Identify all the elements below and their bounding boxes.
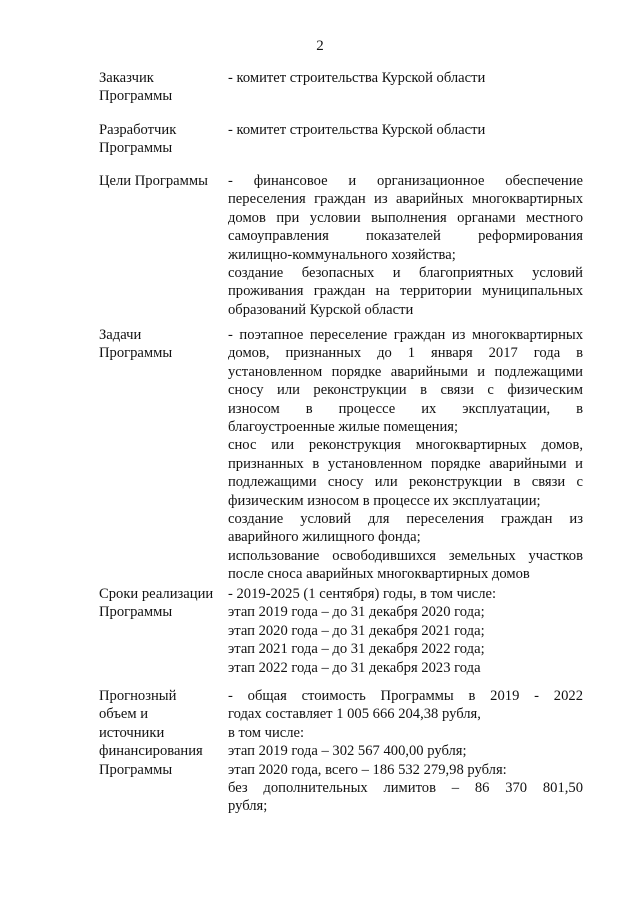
row-funding xyxy=(99,687,583,822)
text-line: установленном порядке аварийными и подлежащими xyxy=(228,363,583,380)
text-line: - общая стоимость Программы в 2019 - 2022 xyxy=(228,688,583,704)
text-line: в том числе: xyxy=(228,724,305,741)
text-line: подлежащими сносу или реконструкции в связи с xyxy=(228,474,583,491)
text-line: физическим износом в процессе их эксплуатации; xyxy=(228,492,541,509)
text-line: снос или реконструкция многоквартирных домов, xyxy=(228,437,583,454)
text-line: благоустроенные жилые помещения; xyxy=(228,418,459,435)
text-line: - поэтапное переселение граждан из многоквартирных xyxy=(228,327,583,343)
text-line: годах составляет 1 005 666 204,38 рубля, xyxy=(228,706,481,723)
text-line: признанных в установленном порядке аварийными и xyxy=(228,455,583,472)
text-line: проживания граждан на территории муниципальных xyxy=(228,283,583,300)
text-line: - комитет строительства Курской области xyxy=(228,122,486,138)
text-line: этап 2019 года – до 31 декабря 2020 года; xyxy=(228,604,485,621)
text-line: домов, признанных до 1 января 2017 года в xyxy=(228,345,583,362)
text-line: этап 2020 года, всего – 186 532 279,98 рубля: xyxy=(228,761,507,778)
text-line: создание условий для переселения граждан из xyxy=(228,510,583,527)
text-line: - комитет строительства Курской области xyxy=(228,70,486,86)
row-label: Разработчик Программы xyxy=(99,122,177,157)
text-line: аварийного жилищного фонда; xyxy=(228,529,421,546)
row-content xyxy=(228,326,583,583)
text-line: - финансовое и организационное обеспечение xyxy=(228,173,583,189)
text-line: рубля; xyxy=(228,798,268,815)
row-content xyxy=(228,69,583,87)
row-label: Цели Программы xyxy=(99,173,208,189)
text-line: износом в процессе их эксплуатации, в xyxy=(228,400,583,417)
row-label: Заказчик Программы xyxy=(99,70,173,105)
text-line: после сноса аварийных многоквартирных домов xyxy=(228,566,530,583)
row-tasks xyxy=(99,326,583,586)
row-customer xyxy=(99,69,583,109)
row-label: Прогнозный объем и источники финансирования Программы xyxy=(99,688,203,778)
text-line: создание безопасных и благоприятных условий xyxy=(228,264,583,281)
text-line: жилищно-коммунального хозяйства; xyxy=(228,246,456,263)
text-line: самоуправления показателей реформирования xyxy=(228,228,583,245)
row-content xyxy=(228,121,583,139)
text-line: этап 2021 года – до 31 декабря 2022 года; xyxy=(228,641,485,658)
text-line: образований Курской области xyxy=(228,301,414,318)
text-line: этап 2022 года – до 31 декабря 2023 года xyxy=(228,659,481,676)
text-line: переселения граждан из аварийных многоквартирных xyxy=(228,191,583,208)
text-line: этап 2019 года – 302 567 400,00 рубля; xyxy=(228,743,467,760)
row-label: Задачи Программы xyxy=(99,327,173,362)
text-line: сносу или реконструкции в связи с физическим xyxy=(228,382,583,399)
row-goals xyxy=(99,172,583,322)
text-line: домов при условии выполнения органами местного xyxy=(228,209,583,226)
row-timeline xyxy=(99,585,583,681)
row-content xyxy=(228,585,583,677)
text-line: - 2019-2025 (1 сентября) годы, в том числе: xyxy=(228,586,497,602)
row-content xyxy=(228,687,583,816)
row-developer xyxy=(99,121,583,161)
page-number: 2 xyxy=(316,38,324,54)
text-line: без дополнительных лимитов – 86 370 801,50 xyxy=(228,779,583,796)
text-line: этап 2020 года – до 31 декабря 2021 года; xyxy=(228,622,485,639)
row-content xyxy=(228,172,583,319)
row-label: Сроки реализации Программы xyxy=(99,586,214,621)
text-line: использование освободившихся земельных участков xyxy=(228,547,583,564)
